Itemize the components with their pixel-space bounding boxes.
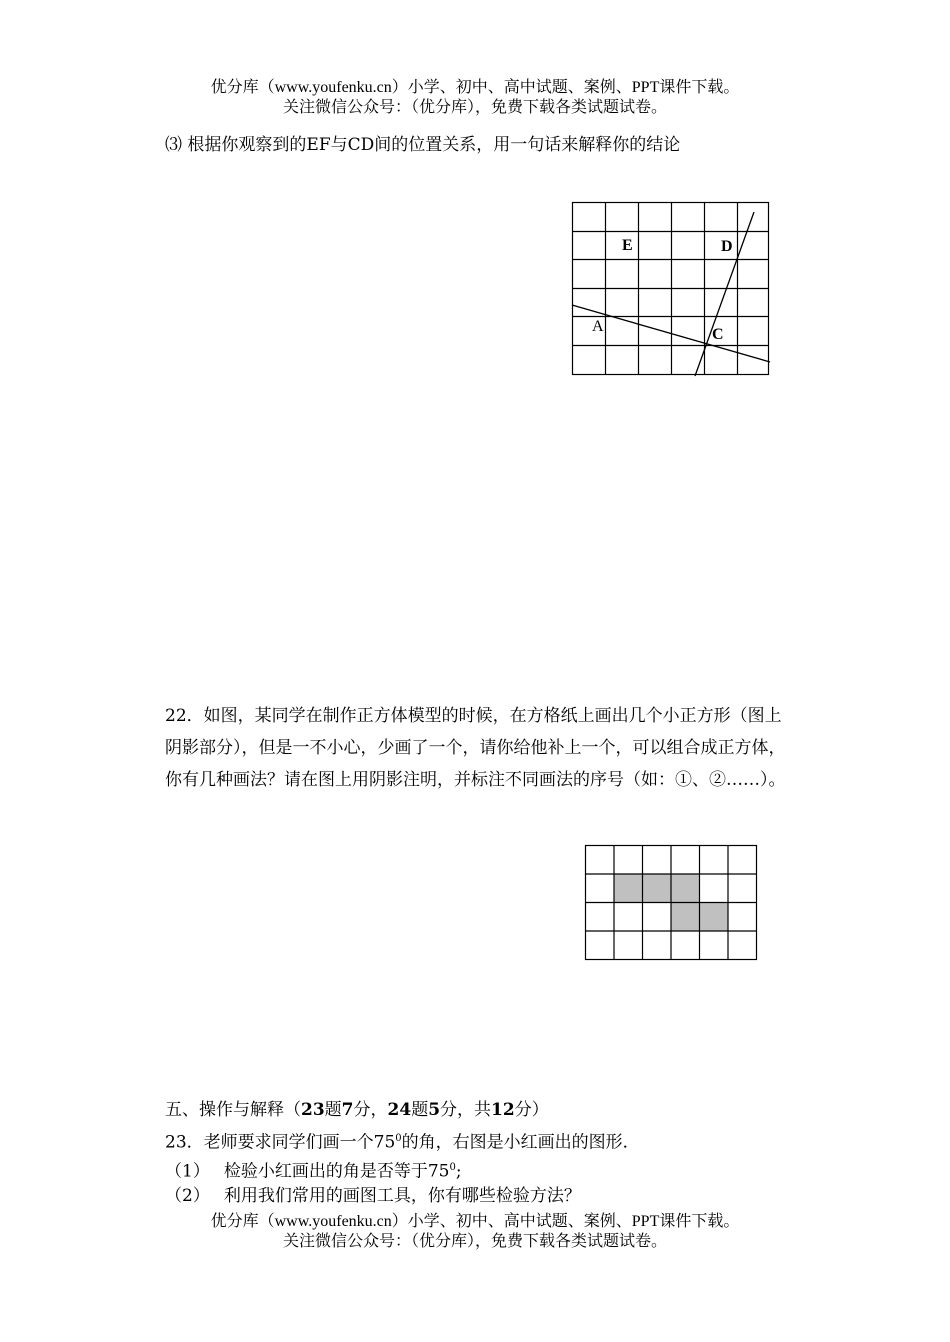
q23-part2-number: （2）	[165, 1186, 210, 1206]
q23-stem-a: 23．老师要求同学们画一个75	[165, 1132, 396, 1153]
sec5-part: 题	[411, 1100, 429, 1120]
label-e: E	[622, 237, 633, 254]
q22-text: 22．如图，某同学在制作正方体模型的时候，在方格纸上画出几个小正方形（图上阴影部分），但是一不小心，少画了一个，请你给他补上一个，可以组合成正方体，你有几种画法？请在图上用阴影注明，并标注不同画法的序号（如：①、②……）。	[165, 706, 786, 790]
footer-line-2: 关注微信公众号：（优分库），免费下载各类试题试卷。	[282, 1233, 667, 1250]
q23-part1-text: 检验小红画出的角是否等于75	[223, 1161, 450, 1182]
sec5-part: 分，	[353, 1100, 388, 1120]
degree-sup: 0	[395, 1133, 402, 1144]
figure-grid-lines	[566, 198, 776, 380]
label-c: C	[712, 326, 724, 343]
shaded-cell	[700, 903, 729, 932]
header-line-1: 优分库（www.youfenku.cn）小学、初中、高中试题、案例、PPT课件下载。	[210, 79, 740, 96]
footer-line-1: 优分库（www.youfenku.cn）小学、初中、高中试题、案例、PPT课件下载。	[210, 1213, 740, 1230]
sec5-part: 题	[324, 1100, 342, 1120]
shaded-cell	[643, 874, 672, 903]
q23-stem	[165, 1127, 640, 1155]
q23-part1-number: （1）	[165, 1161, 210, 1182]
page-header	[0, 78, 950, 118]
q21-part3-text: ⑶ 根据你观察到的EF与CD间的位置关系，用一句话来解释你的结论	[165, 135, 681, 155]
shaded-cell	[671, 874, 700, 903]
sec5-num: 12	[491, 1100, 515, 1120]
page-footer	[0, 1212, 950, 1252]
section5-heading	[165, 1098, 549, 1122]
sec5-num: 7	[341, 1100, 354, 1120]
label-d: D	[721, 238, 733, 255]
label-a: A	[592, 318, 604, 335]
q23-part2-text: 利用我们常用的画图工具，你有哪些检验方法？	[223, 1186, 581, 1206]
sec5-num: 24	[387, 1100, 412, 1120]
shaded-cell	[614, 874, 643, 903]
header-line-2: 关注微信公众号：（优分库），免费下载各类试题试卷。	[282, 99, 667, 116]
sec5-part: 五、操作与解释（	[165, 1100, 301, 1120]
figure-net-grid	[582, 843, 762, 965]
line-cd	[695, 212, 754, 376]
figure1-grid	[573, 203, 769, 375]
q23-part2	[165, 1184, 581, 1208]
shaded-cell	[671, 903, 700, 932]
sec5-num: 5	[428, 1100, 441, 1120]
figure2-grid	[586, 846, 757, 960]
q23-stem-b: 的角，右图是小红画出的图形．	[401, 1132, 640, 1153]
sec5-part: 分，共	[440, 1100, 492, 1120]
sec5-num: 23	[301, 1100, 325, 1120]
q23-part1	[165, 1156, 462, 1184]
q23-part1-end: ;	[455, 1161, 462, 1182]
sec5-part: 分）	[514, 1100, 549, 1120]
degree-sup: 0	[449, 1162, 456, 1173]
